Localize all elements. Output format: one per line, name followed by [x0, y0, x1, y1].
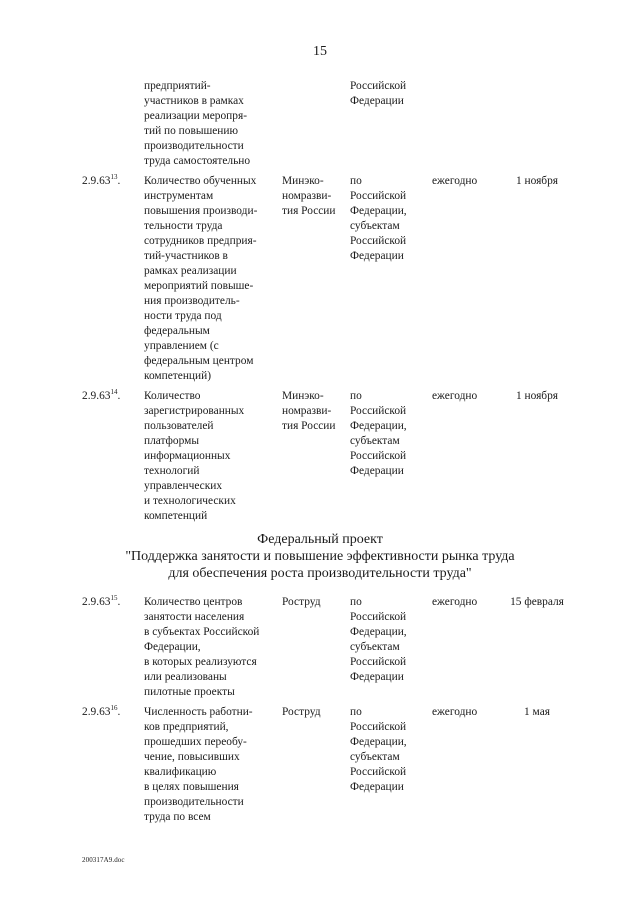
responsible-body: Роструд: [282, 706, 321, 718]
indicator-number: [82, 174, 144, 189]
responsible-body: Минэко- номразви- тия России: [282, 390, 336, 432]
indicator-table: [0, 79, 640, 825]
section-title: Федеральный проект "Поддержка занятости и повышение эффективности рынка труда для обеспечения роста производительности труда": [125, 532, 515, 581]
indicator-name: Количество обученных инструментам повышения производи- тельности труда сотрудников предприя- тий-участников в рамках реализации мероприятий повыше- ния производитель- ности труда под федеральным управлением (с федеральным центром компетенций): [144, 175, 258, 382]
table-row: [0, 705, 640, 825]
indicator-number-dot: .: [117, 175, 121, 187]
indicator-number: [82, 389, 144, 404]
table-row: [0, 79, 640, 169]
indicator-name: Количество зарегистрированных пользователей платформы информационных технологий управленческих и технологических компетенций: [144, 390, 245, 522]
indicator-number-dot: .: [117, 706, 121, 718]
responsible-body: Роструд: [282, 596, 321, 608]
indicator-number-text: 2.9.63: [82, 175, 111, 187]
aggregation-level: по Российской Федерации, субъектам Российской Федерации: [350, 175, 407, 262]
responsible-body: Минэко- номразви- тия России: [282, 175, 336, 217]
table-section-2: [0, 595, 640, 825]
table-row: [0, 595, 640, 700]
submission-date: 1 ноября: [515, 390, 559, 402]
indicator-name: Численность работни- ков предприятий, прошедших переобу- чение, повысивших квалификацию в целях повышения производительности труда по всем: [144, 706, 253, 823]
table-section-1: [0, 79, 640, 524]
document-filename: 200317A9.doc: [82, 856, 125, 864]
indicator-name: Количество центров занятости населения в субъектах Российской Федерации, в которых реализуются или реализованы пилотные проекты: [144, 596, 260, 698]
aggregation-level: по Российской Федерации, субъектам Российской Федерации: [350, 596, 407, 683]
periodicity: ежегодно: [432, 390, 478, 402]
indicator-number: [82, 705, 144, 720]
indicator-number: [82, 595, 144, 610]
indicator-name: предприятий- участников в рамках реализации меропря- тий по повышению производительности труда самостоятельно: [144, 80, 251, 167]
indicator-number-text: 2.9.63: [82, 596, 111, 608]
table-row: [0, 389, 640, 524]
submission-date: 15 февраля: [510, 596, 564, 608]
periodicity: ежегодно: [432, 706, 478, 718]
page-number: 15: [313, 44, 327, 59]
periodicity: ежегодно: [432, 175, 478, 187]
aggregation-level: по Российской Федерации, субъектам Российской Федерации: [350, 706, 407, 793]
aggregation-level: Российской Федерации: [350, 80, 407, 107]
indicator-number-dot: .: [117, 596, 121, 608]
periodicity: ежегодно: [432, 596, 478, 608]
table-row: [0, 174, 640, 384]
submission-date: 1 ноября: [515, 175, 559, 187]
indicator-number-superscript: 15: [110, 594, 118, 603]
indicator-number-superscript: 16: [110, 704, 118, 713]
submission-date: 1 мая: [524, 706, 550, 718]
indicator-number-superscript: 13: [110, 173, 118, 182]
aggregation-level: по Российской Федерации, субъектам Российской Федерации: [350, 390, 407, 477]
indicator-number-text: 2.9.63: [82, 706, 111, 718]
indicator-number-superscript: 14: [110, 388, 118, 397]
indicator-number-text: 2.9.63: [82, 390, 111, 402]
indicator-number-dot: .: [117, 390, 121, 402]
